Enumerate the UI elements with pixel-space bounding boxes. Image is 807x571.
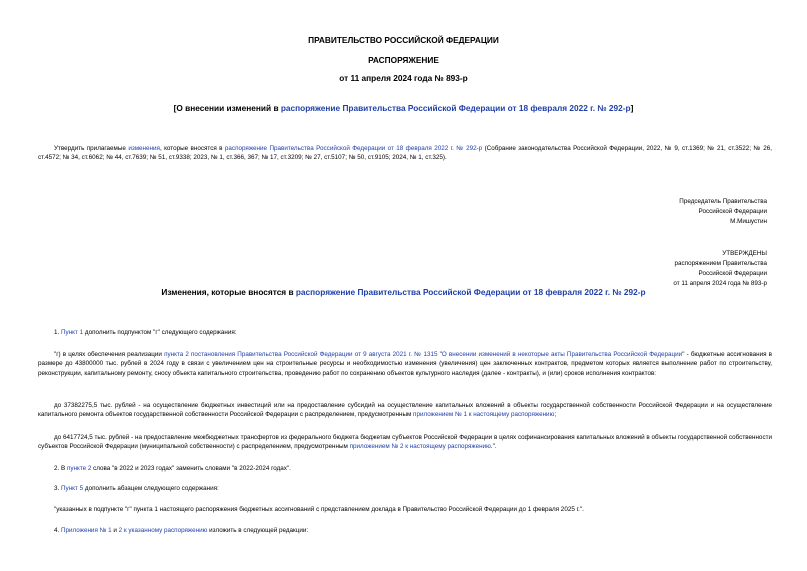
intro-text-1: Утвердить прилагаемые: [54, 145, 129, 152]
allocation-2-end: .".: [490, 443, 497, 451]
intro-text-2: , которые вносятся в: [159, 145, 225, 152]
subpoint-g-link-1[interactable]: пункта 2 постановления Правительства Российской Федерации от 9 августа 2021 г. № 1315: [164, 351, 438, 358]
subject-bracket-close: ]: [630, 103, 634, 113]
item-1-num: 1.: [54, 329, 62, 336]
item-3: [38, 484, 772, 493]
item-1-link[interactable]: Пункт 1: [61, 329, 84, 336]
subject-bracket-open: [О внесении изменений в: [173, 103, 281, 113]
item-4-text-1: и: [111, 527, 119, 534]
signature-line-1: Председатель Правительства: [679, 198, 767, 205]
signature-line-2: Российской Федерации: [698, 208, 767, 215]
changes-title-link[interactable]: распоряжение Правительства Российской Федерации от 18 февраля 2022 г. № 292-р: [295, 287, 646, 297]
item-2: [38, 464, 772, 473]
item-4-text-2: изложить в следующей редакции:: [207, 527, 309, 534]
intro-paragraph: [38, 144, 772, 163]
item-3-link[interactable]: Пункт 5: [61, 485, 84, 492]
subpoint-g-text-1: "г) в целях обеспечения реализации: [54, 351, 165, 358]
item-4-link-2[interactable]: 2 к указанному распоряжению: [118, 527, 208, 534]
document-date-number: от 11 апреля 2024 года № 893-р: [339, 73, 468, 83]
document-subject: [0, 104, 807, 113]
item-4-num: 4.: [54, 527, 62, 534]
item-3-num: 3.: [54, 485, 62, 492]
subpoint-g-text-2: ": [437, 351, 442, 358]
intro-link-order[interactable]: распоряжение Правительства Российской Федерации от 18 февраля 2022 г. № 292-р: [224, 145, 483, 152]
allocation-1: [38, 401, 772, 420]
appendix-2-link[interactable]: приложением № 2 к настоящему распоряжению: [349, 443, 491, 451]
item-2-text-2: слова "в 2022 и 2023 годах" заменить словами "в 2022-2024 годах".: [91, 465, 291, 472]
signature-name: М.Мишустин: [730, 218, 767, 225]
allocation-2-text: до 6417724,5 тыс. рублей - на предоставление межбюджетных трансфертов из федерального бюджета бюджетам субъектов Российской Федерации в целях софинансирования капитальных вложений в объекты государственной собственности субъектов Российской Федерации (муниципальной собственности) с распределением, предусмотренным: [38, 434, 772, 451]
intro-link-changes[interactable]: изменения: [128, 145, 160, 152]
changes-title: [0, 288, 807, 297]
approved-line-2: распоряжением Правительства: [674, 260, 767, 267]
item-4-link-1[interactable]: Приложения № 1: [61, 527, 112, 534]
allocation-2: [38, 433, 772, 452]
government-heading: ПРАВИТЕЛЬСТВО РОССИЙСКОЙ ФЕДЕРАЦИИ: [308, 35, 499, 45]
approved-line-4: от 11 апреля 2024 года № 893-р: [673, 280, 767, 287]
appendix-1-link[interactable]: приложением № 1 к настоящему распоряжению: [413, 411, 555, 419]
item-1-text: дополнить подпунктом "г" следующего содержания:: [83, 329, 237, 336]
subpoint-g-text-3: " - бюджетные ассигнования в размере до 43800000 тыс. рублей в 2024 году в связи с увеличением цен на строительные ресурсы и необходимостью изменения (увеличения) цен заключенных контрактов, предметом которых является выполнение работ по строительству, реконструкции, капитальному ремонту, сносу объекта капитального строительства, проведению работ по сохранению объектов культурного наследия (далее - контракты), и (или) сроков исполнения контрактов:: [38, 351, 772, 377]
item-1-subpoint-g: [38, 350, 772, 378]
approved-line-3: Российской Федерации: [698, 270, 767, 277]
approved-line-1: УТВЕРЖДЕНЫ: [722, 250, 767, 257]
item-1: [38, 328, 772, 337]
subject-link[interactable]: распоряжение Правительства Российской Федерации от 18 февраля 2022 г. № 292-р: [280, 103, 631, 113]
intro-text-3: (Собрание законодательства Российской Федерации, 2022, № 9, ст.1369; № 21, ст.3522; № 26, ст.4572; № 34, ст.6062; № 44, ст.7639; № 51, ст.9338; 2023, № 1, ст.366, 367; № 17, ст.3209; № 27, ст.5107; № 50, ст.9105; 2024, № 1, ст.325).: [38, 145, 772, 162]
item-2-text-1: 2. В: [54, 465, 67, 472]
document-kind: РАСПОРЯЖЕНИЕ: [368, 55, 439, 65]
changes-title-text: Изменения, которые вносятся в: [161, 287, 296, 297]
allocation-1-text: до 37382275,5 тыс. рублей - на осуществление бюджетных инвестиций или на предоставление субсидий на осуществление капитальных вложений в объекты государственной собственности Российской Федерации и на осуществление капитального ремонта объектов государственной собственности Российской Федерации с распределением, предусмотренным: [38, 402, 772, 419]
item-4: [38, 526, 772, 535]
item-3-paragraph: [38, 505, 772, 514]
allocation-1-end: ;: [554, 411, 557, 419]
item-3-text: дополнить абзацем следующего содержания:: [83, 485, 219, 492]
item-2-link[interactable]: пункте 2: [66, 465, 92, 472]
subpoint-g-link-2[interactable]: О внесении изменений в некоторые акты Правительства Российской Федерации: [441, 351, 683, 358]
item-3-paragraph-text: "указанных в подпункте "г" пункта 1 настоящего распоряжения бюджетных ассигнований с представлением доклада в Правительство Российской Федерации до 1 февраля 2025 г.".: [54, 506, 584, 513]
approved-block: [673, 249, 767, 289]
signature-block: [679, 197, 767, 227]
